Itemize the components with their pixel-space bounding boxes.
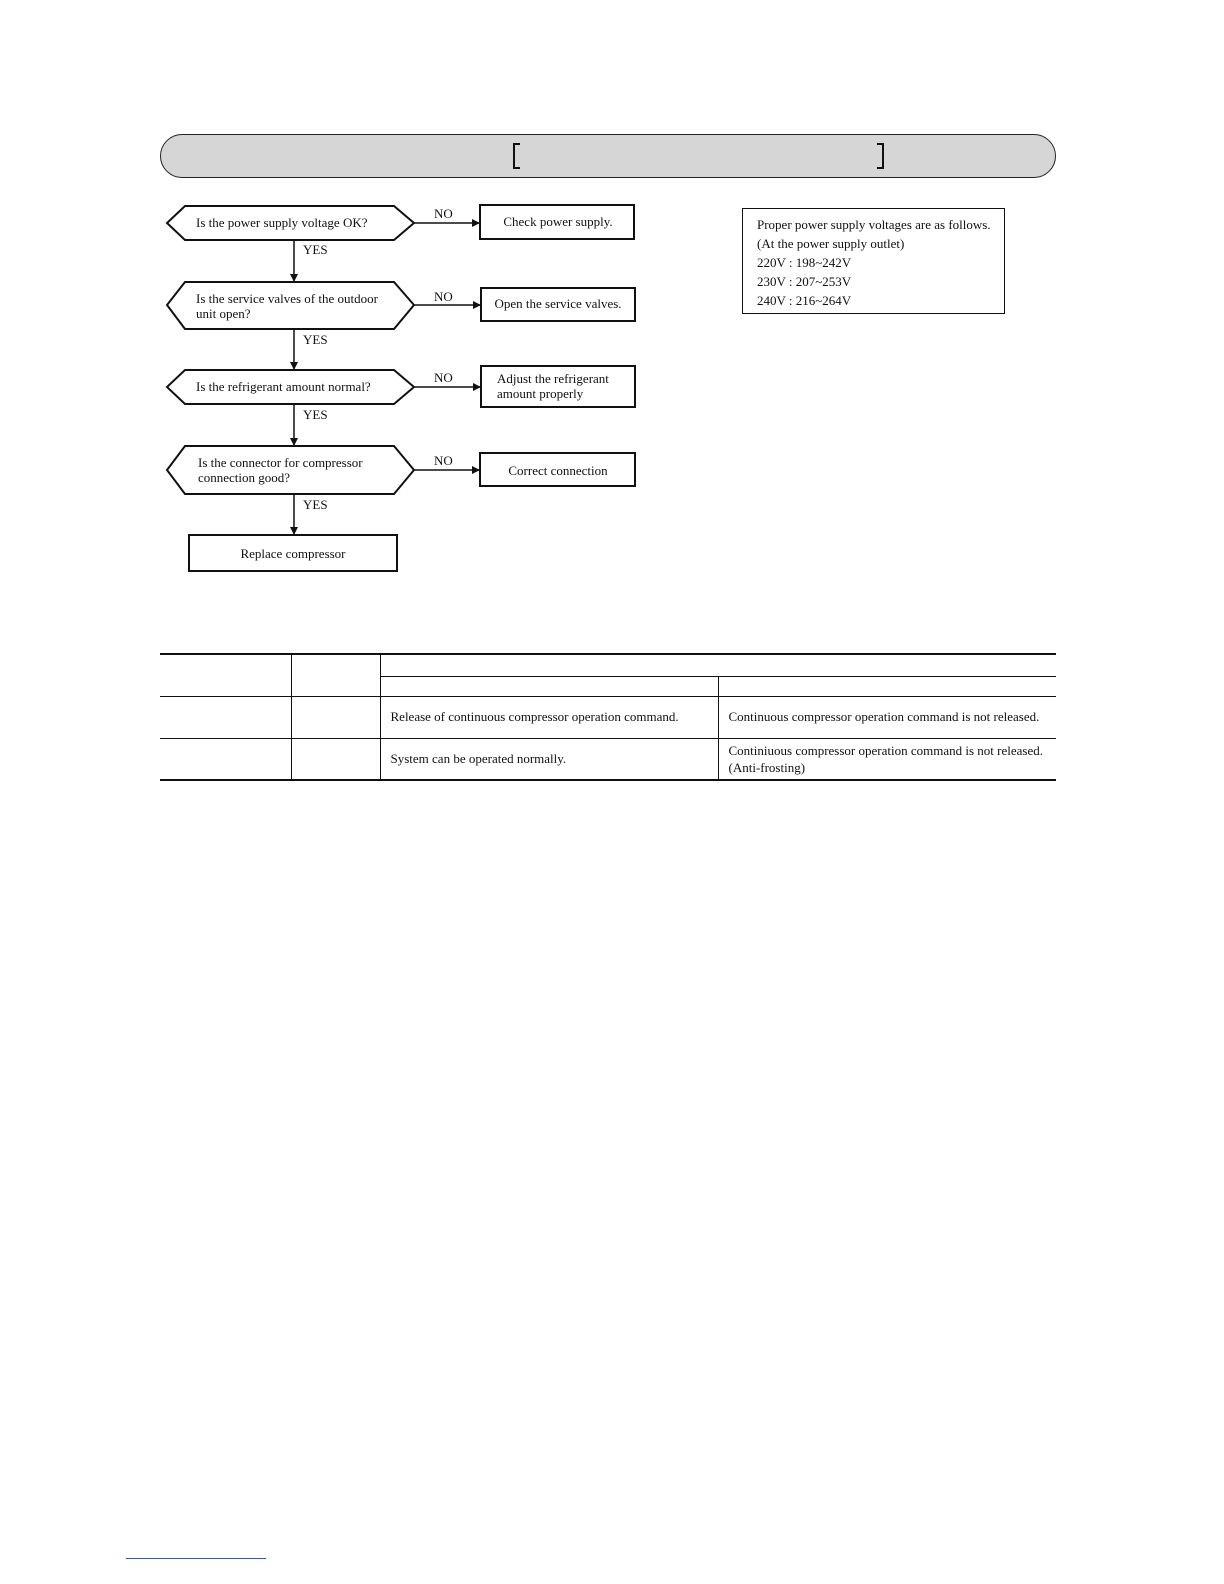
- status-table: [160, 653, 1056, 781]
- decision-text-refrigerant: Is the refrigerant amount normal?: [196, 379, 371, 394]
- no-label: NO: [434, 453, 453, 468]
- voltage-note: [742, 208, 1005, 314]
- action-text-power: Check power supply.: [503, 214, 613, 229]
- yes-label: YES: [303, 242, 328, 257]
- table-header-cell: [380, 654, 1056, 676]
- decision-text-power: Is the power supply voltage OK?: [196, 215, 368, 230]
- table-cell: [160, 696, 291, 738]
- no-label: NO: [434, 289, 453, 304]
- decision-text-valves: Is the service valves of the outdoor unit open?: [196, 291, 378, 321]
- table-cell: [291, 738, 380, 780]
- no-label: NO: [434, 370, 453, 385]
- action-text-connector: Correct connection: [508, 463, 608, 478]
- table-subheader-cell: [380, 676, 718, 696]
- note-line: Proper power supply voltages are as follows.: [757, 217, 991, 232]
- note-line: 240V : 216~264V: [757, 293, 852, 308]
- yes-label: YES: [303, 497, 328, 512]
- action-text-valves: Open the service valves.: [494, 296, 622, 311]
- note-line: 230V : 207~253V: [757, 274, 852, 289]
- note-line: 220V : 198~242V: [757, 255, 852, 270]
- table-cell: Continiuous compressor operation command is not released. (Anti-frosting): [718, 738, 1056, 780]
- yes-label: YES: [303, 407, 328, 422]
- table-row: [160, 738, 1056, 780]
- table-header-cell: [291, 654, 380, 696]
- action-text-refrigerant: Adjust the refrigerant amount properly: [497, 371, 609, 401]
- table-cell: [160, 738, 291, 780]
- yes-label: YES: [303, 332, 328, 347]
- table-cell: Continuous compressor operation command is not released.: [718, 696, 1056, 738]
- table-row: [160, 696, 1056, 738]
- no-label: NO: [434, 206, 453, 221]
- note-line: (At the power supply outlet): [757, 236, 905, 251]
- table-cell: System can be operated normally.: [380, 738, 718, 780]
- table-cell: [291, 696, 380, 738]
- footer-link-underline: [126, 1558, 266, 1559]
- decision-text-connector: Is the connector for compressor connection good?: [198, 455, 363, 485]
- final-action-text: Replace compressor: [240, 546, 346, 561]
- table-cell: Release of continuous compressor operation command.: [380, 696, 718, 738]
- table-subheader-cell: [718, 676, 1056, 696]
- table-header-cell: [160, 654, 291, 696]
